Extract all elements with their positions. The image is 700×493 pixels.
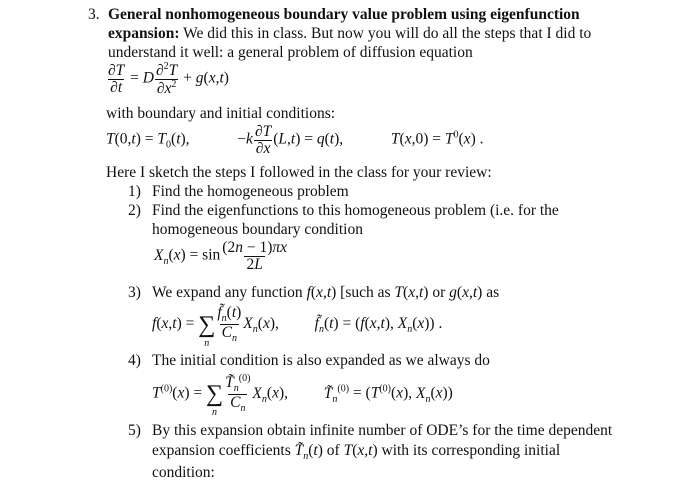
- step-3-text-a: We expand any function: [152, 284, 307, 301]
- step-1-text: Find the homogeneous problem: [152, 183, 349, 200]
- step-5-text-2: expansion coefficients $T̃_n(t)$ of T(x,t) with its corresponding initial: [152, 442, 561, 463]
- problem-number: 3.: [88, 6, 100, 23]
- step-3-text: We expand any function f(x,t) [such as T(x,t) or g(x,t) as: [152, 284, 500, 301]
- with-conditions: with boundary and initial conditions:: [106, 105, 336, 122]
- problem-title: General nonhomogeneous boundary value problem using eigenfunction: [108, 6, 580, 23]
- step-1-number: 1): [128, 183, 141, 200]
- step-5-text: By this expansion obtain infinite number of ODE’s for the time dependent: [152, 422, 613, 439]
- eigenfunction-formula: $X_n(x) = \sin$ $\frac{(2n - 1)\pi x}{2L}$: [154, 239, 288, 273]
- boundary-conditions: $T(0,t) = T_0(t)$, −k $\frac{\partial T}{\partial x}$ (L,t) = q(t), $T(x,0) = T^0(x)$ .: [106, 123, 484, 157]
- step-3-text-c: or: [428, 284, 450, 301]
- step-3-text-d: as: [482, 284, 500, 301]
- step-2-text: Find the eigenfunctions to this homogeneous problem (i.e. for the: [152, 202, 559, 219]
- step-2-text-2: homogeneous boundary condition: [152, 221, 363, 238]
- problem-line-2: [108, 25, 591, 43]
- step-3-number: 3): [128, 284, 141, 301]
- step-2-number: 2): [128, 202, 141, 219]
- expansion-label: expansion:: [108, 25, 180, 42]
- initial-expansion-formula: $T^{(0)}(x)$ = ∑ n $\frac{T̃_n^{(0)}}{C_n}$ $X_n(x)$, $T̃_n^{(0)} = (T^{(0)}(x)$, $X_n(x)$): [152, 373, 453, 419]
- step-3-text-b: [such as: [336, 284, 395, 301]
- step-5-number: 5): [128, 422, 141, 439]
- step-5-text-2b: of: [322, 442, 344, 459]
- sketch-line: Here I sketch the steps I followed in the class for your review:: [106, 164, 492, 181]
- step-4-number: 4): [128, 352, 141, 369]
- diffusion-equation: $\frac{\partial T}{\partial t}$ = D $\frac{\partial^2T}{\partial x^2}$ + g(x,t): [108, 61, 229, 97]
- expansion-formula: f(x,t) = ∑ n $\frac{f̃_n(t)}{C_n}$ $X_n(x)$, $f̃_n(t) = (f(x,t)$, $X_n(x)$) .: [152, 304, 443, 349]
- step-5-text-3: condition:: [152, 464, 215, 481]
- step-5-text-2a: expansion coefficients: [152, 442, 295, 459]
- line-2-text: We did this in class. But now you will do all the steps that I did to: [179, 25, 592, 42]
- step-4-text: The initial condition is also expanded as we always do: [152, 352, 490, 369]
- problem-line-3: understand it well: a general problem of diffusion equation: [108, 44, 473, 61]
- step-5-text-2c: with its corresponding initial: [377, 442, 561, 459]
